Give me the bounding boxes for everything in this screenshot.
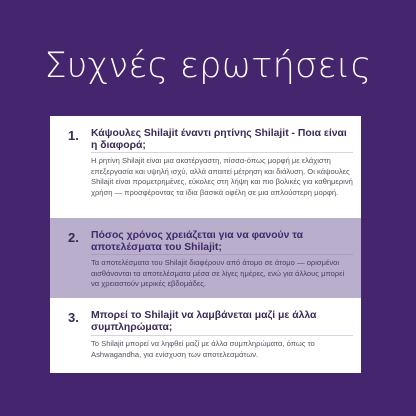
faq-question: Μπορεί το Shilajit να λαμβάνεται μαζί με άλλα συμπληρώματα; [91,310,317,333]
faq-item-2[interactable] [50,218,361,298]
faq-card [50,116,361,373]
faq-number: 3. [68,310,79,325]
faq-item-3[interactable] [50,298,361,373]
faq-divider [91,335,353,336]
faq-answer: Τα αποτελέσματα του Shilajit διαφέρουν από άτομο σε άτομο — ορισμένοι αισθάνονται τα αποτελέσματα μέσα σε λίγες ημέρες, ενώ για άλλους μπορεί να χρειαστούν μερικές εβδομάδες. [91,258,345,289]
faq-answer: Η ρητίνη Shilajit είναι μια ακατέργαστη, πίσσα-όπως μορφή με ελάχιστη επεξεργασία και υψηλή ισχύ, αλλά απαιτεί μέτρηση και διάλυση. Οι κάψουλες Shilajit είναι προμετρημένες, εύκολες στη λήψη και πιο βολικές για καθημερινή χρήση — προσφέροντας τα ίδια βασικά οφέλη σε μια απλούστερη μορφή. [91,156,353,197]
faq-answer: Το Shilajit μπορεί να ληφθεί μαζί με άλλα συμπληρώματα, όπως το Ashwagandha, για ενίσχυση των αποτελεσμάτων. [91,339,315,359]
faq-item-1[interactable] [50,116,361,218]
faq-question: Κάψουλες Shilajit έναντι ρητίνης Shilajit - Ποια είναι η διαφορά; [91,128,347,151]
faq-divider [91,152,353,153]
faq-question: Πόσος χρόνος χρειάζεται για να φανούν τα αποτελέσματα του Shilajit; [91,230,303,253]
faq-number: 2. [68,230,79,245]
faq-divider [91,254,353,255]
faq-number: 1. [68,128,79,143]
page-title: Συχνές ερωτήσεις [44,46,372,86]
